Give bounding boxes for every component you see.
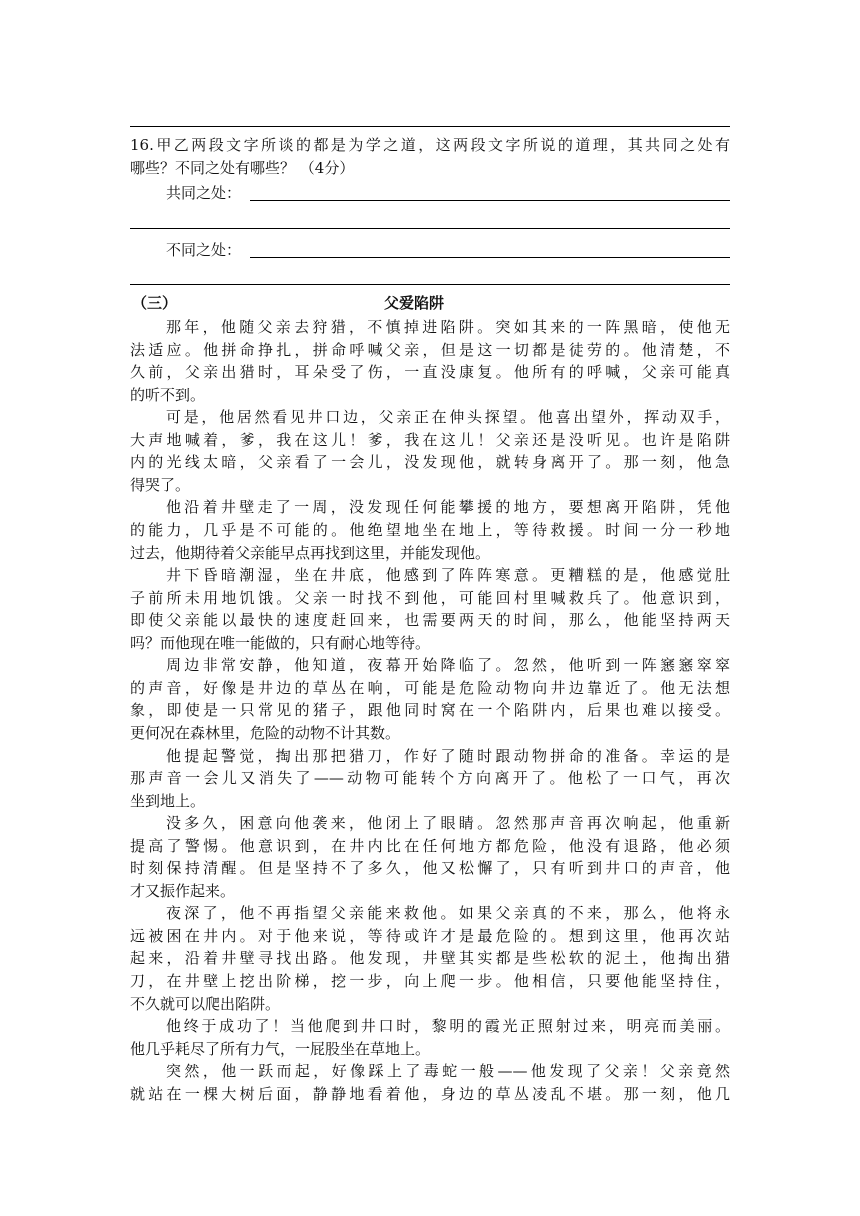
passage-line: 吗？而他现在唯一能做的，只有耐心地等待。 [130, 633, 431, 652]
passage-line: 即使父亲能以最快的速度赶回来，也需要两天的时间，那么，他能坚持两天 [130, 611, 730, 630]
passage-line: 周边非常安静，他知道，夜幕开始降临了。忽然，他听到一阵窸窸窣窣 [166, 656, 730, 675]
passage-line: 的听不到。 [130, 385, 206, 404]
top-rule [130, 126, 730, 127]
passage-line: 远被困在井内。对于他来说，等待或许才是最危险的。想到这里，他再次站 [130, 926, 730, 945]
question-line-2: 哪些？不同之处有哪些？ （4分） [130, 159, 355, 177]
passage-line: 他终于成功了！当他爬到井口时，黎明的霞光正照射过来，明亮而美丽。 [166, 1017, 730, 1036]
passage-line: 内的光线太暗，父亲看了一会儿，没发现他，就转身离开了。那一刻，他急 [130, 453, 730, 472]
passage-line: 没多久，困意向他袭来，他闭上了眼睛。忽然那声音再次响起，他重新 [166, 814, 730, 833]
passage-line: 子前所未用地饥饿。父亲一时找不到他，可能回村里喊救兵了。他意识到， [130, 588, 730, 607]
passage-line: 才又振作起来。 [130, 881, 236, 900]
common-label: 共同之处： [166, 184, 242, 202]
passage-line: 不久就可以爬出陷阱。 [130, 994, 281, 1013]
passage-line: 那声音一会儿又消失了——动物可能转个方向离开了。他松了一口气，再次 [130, 769, 730, 787]
passage-line: 他沿着井壁走了一周，没发现任何能攀援的地方，要想离开陷阱，凭他 [166, 498, 730, 517]
section-number: （三） [132, 294, 178, 312]
passage-line: 提高了警惕。他意识到，在井内比在任何地方都危险，他没有退路，他必须 [130, 836, 730, 855]
difference-answer-line-2[interactable] [130, 284, 730, 285]
passage-line: 象，即使是一只常见的猪子，跟他同时窝在一个陷阱内，后果也难以接受。 [130, 701, 730, 720]
passage-line: 过去，他期待着父亲能早点再找到这里，并能发现他。 [130, 543, 491, 562]
passage-line: 大声地喊着，爹，我在这儿！爹，我在这儿！父亲还是没听见。也许是陷阱 [130, 430, 730, 449]
passage-line: 刀，在井壁上挖出阶梯，挖一步，向上爬一步。他相信，只要他能坚持住， [130, 972, 730, 990]
passage-line: 他提起警觉，掏出那把猎刀，作好了随时跟动物拼命的准备。幸运的是 [166, 746, 730, 765]
passage-line: 起来，沿着井壁寻找出路。他发现，井壁其实都是些松软的泥土，他掏出猎 [130, 949, 730, 968]
passage-line: 久前，父亲出猎时，耳朵受了伤，一直没康复。他所有的呼喊，父亲可能真 [130, 363, 730, 382]
passage-line: 的声音，好像是井边的草丛在响，可能是危险动物向井边靠近了。他无法想 [130, 678, 730, 697]
difference-answer-line[interactable] [250, 257, 730, 258]
passage-line: 时刻保持清醒。但是坚持不了多久，他又松懈了，只有听到井口的声音，他 [130, 859, 730, 878]
passage-line: 那年，他随父亲去狩猎，不慎掉进陷阱。突如其来的一阵黑暗，使他无 [166, 318, 730, 336]
question-line-1: 16.甲乙两段文字所谈的都是为学之道，这两段文字所说的道理，其共同之处有 [130, 136, 730, 154]
passage-line: 的能力，几乎是不可能的。他绝望地坐在地上，等待救援。时间一分一秒地 [130, 521, 730, 539]
passage-line: 夜深了，他不再指望父亲能来救他。如果父亲真的不来，那么，他将永 [166, 904, 730, 923]
passage-line: 突然，他一跃而起，好像踩上了毒蛇一般——他发现了父亲！父亲竟然 [166, 1062, 730, 1081]
passage-line: 得哭了。 [130, 475, 191, 494]
common-answer-line[interactable] [250, 200, 730, 201]
passage-line: 他几乎耗尽了所有力气，一屁股坐在草地上。 [130, 1039, 431, 1058]
passage-line: 坐到地上。 [130, 791, 206, 810]
passage-line: 可是，他居然看见井口边，父亲正在伸头探望。他喜出望外，挥动双手， [166, 408, 730, 427]
passage-line: 井下昏暗潮湿，坐在井底，他感到了阵阵寒意。更糟糕的是，他感觉肚 [166, 566, 730, 584]
difference-label: 不同之处： [166, 241, 242, 259]
passage-title: 父爱陷阱 [384, 294, 445, 312]
common-answer-line-2[interactable] [130, 228, 730, 229]
passage-line: 法适应。他拼命挣扎，拼命呼喊父亲，但是这一切都是徒劳的。他清楚，不 [130, 340, 730, 359]
passage-line: 就站在一棵大树后面，静静地看着他，身边的草丛凌乱不堪。那一刻，他几 [130, 1084, 730, 1103]
passage-line: 更何况在森林里，危险的动物不计其数。 [130, 723, 401, 742]
